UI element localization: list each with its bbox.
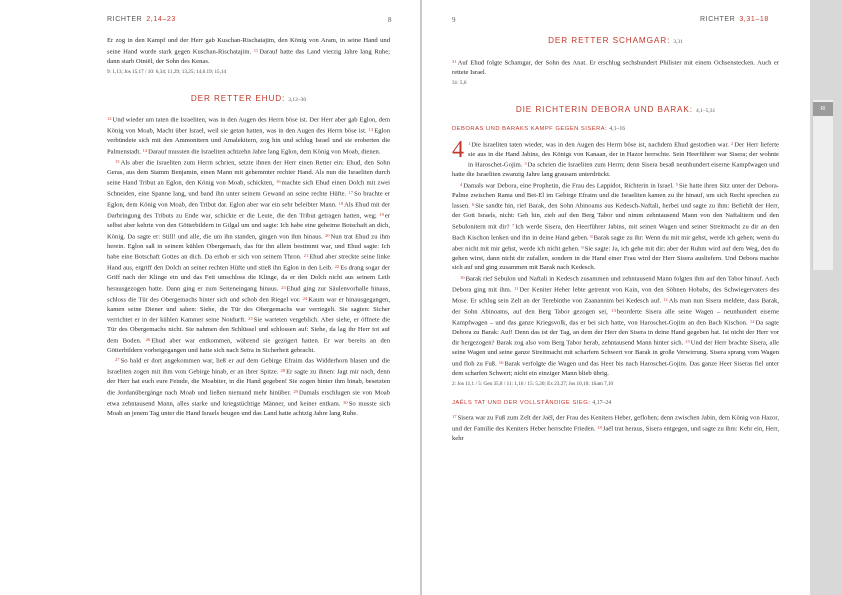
paragraph bbox=[107, 114, 390, 157]
verse-number: 12 bbox=[663, 296, 668, 302]
running-head-ref: 3,31–18 bbox=[739, 16, 769, 23]
heading-text: DER RETTER SCHAMGAR: bbox=[548, 36, 671, 45]
paragraph bbox=[107, 157, 390, 356]
verse-number: 19 bbox=[379, 212, 384, 217]
paragraph bbox=[107, 355, 390, 418]
verse-text: Sie sagte: Ja, ich gehe mit dir; aber der Ruhm wird auf dem Weg, den du gehen wirst, dann nicht dir zufallen, sondern in die Hand einer Frau wird der Herr Sisera ausliefern. Und Debora machte sich auf und ging zusammen mit Barak nach Kedesch. bbox=[452, 245, 779, 271]
verse-number: 7 bbox=[511, 222, 515, 228]
verse-text: Da sagte Debora zu Barak: Auf! Denn das ist der Tag, an dem der Herr den Sisera in deine Hand gegeben hat. Ist nicht der Herr vor dir hergezogen? Barak zog also vom Berg Tabor herab, zehntausend Mann hinter sich. bbox=[452, 319, 779, 347]
verse-text: Nun trat Ehud zu ihm herein. Eglon saß in seinem kühlen Obergemach, das für ihn allein bestimmt war, und Ehud sagte: Ich habe eine Botschaft Gottes an dich. Da erhob er sich von seinem Thron. bbox=[107, 233, 390, 261]
verse-text: Als man nun Sisera meldete, dass Barak, der Sohn Abinoams, auf den Berg Tabor gezogen sei, bbox=[452, 297, 779, 315]
verse-number: 28 bbox=[280, 368, 286, 373]
verse-number: 10 bbox=[460, 274, 465, 280]
verse-text: beorderte Sisera alle seine Wagen – neunhundert eiserne Kampfwagen – und das ganze Kriegsvolk, das er bei sich hatte, von Haroschet-Gojim an den Bach Kischon. bbox=[452, 308, 780, 326]
subheading-text: DEBORAS UND BARAKS KAMPF GEGEN SISERA: bbox=[452, 126, 608, 132]
verse-text: Barak rief Sebulon und Naftali in Kedesch zusammen und zehntausend Mann folgten ihm auf den Tabor hinauf. Auch Debora ging mit ihm. bbox=[452, 275, 779, 293]
verse-text: Und wieder um taten die Israeliten, was in den Augen des Herrn böse ist. Der Herr aber gab Eglon, dem König von Moab, Macht über Israel, weil sie getan hatten, was in den Augen des Herrn böse ist. bbox=[107, 116, 390, 135]
subheading-ref: 4,17–24 bbox=[592, 399, 612, 406]
verse-number: 25 bbox=[248, 316, 253, 321]
verse-text: Darauf hatte das Land vierzig Jahre lang Ruhe; dann starb Otniël, der Sohn des Kenas. bbox=[107, 48, 390, 65]
cross-references: 2: Jos 11,1 / 5: Gen 35,8 / 11: 1,16 / 15: 5,20; Ex 23,27; Jos 10,10; 1Sam 7,10 bbox=[452, 381, 614, 387]
verse-number: 13 bbox=[611, 307, 616, 313]
verse-text: Auf Ehud folgte Schamgar, der Sohn des Anat. Er erschlug sechshundert Philister mit einem Ochsenstecken. Auch er rettete Israel. bbox=[452, 59, 779, 76]
verse-text: Ehud aber war entkommen, während sie gezögert hatten. Er war bereits an den Götterbildern vorbeigegangen und hatte sich nach Seïra in Sicherheit gebracht. bbox=[107, 337, 391, 354]
subheading-ref: 4,1–16 bbox=[609, 126, 626, 132]
page-number-right: 9 bbox=[452, 16, 456, 24]
verse-number: 13 bbox=[368, 127, 374, 132]
left-text-column bbox=[107, 36, 390, 418]
verse-number: 14 bbox=[749, 318, 755, 324]
verse-number: 21 bbox=[303, 253, 309, 258]
verse-number: 8 bbox=[590, 233, 593, 239]
verse-number: 26 bbox=[145, 336, 151, 342]
verse-number: 23 bbox=[281, 284, 286, 290]
chapter-number: 4 bbox=[452, 136, 464, 163]
heading-ref: 3,31 bbox=[673, 39, 683, 45]
left-page bbox=[0, 0, 420, 595]
verse-text: Ich werde Sisera, den Heerführer Jabins, mit seinen Wagen und seiner Streitmacht zu dir an den Bach Kischon lenken und ihn in deine Hand geben. bbox=[452, 223, 779, 241]
subsection-heading bbox=[452, 125, 779, 135]
verse-text: Barak verfolgte die Wagen und das Heer bis nach Haroschet-Gojim. Das ganze Heer Siseras fiel unter dem scharfen Schwert; nicht ein einziger Mann blieb übrig. bbox=[452, 360, 780, 377]
verse-number: 11 bbox=[513, 285, 519, 291]
verse-number: 24 bbox=[302, 295, 308, 301]
verse-text: Er sagte zu ihnen: Jagt mir nach, denn der Herr hat euch eure Feinde, die Moabiter, in die Hand gegeben! Sie zogen hinter ihm hinab, besetzten die Jordanübergänge nach Moab und ließen niemand mehr hinüber. bbox=[107, 368, 390, 396]
paragraph bbox=[452, 412, 779, 444]
verse-number: 5 bbox=[675, 181, 679, 187]
verse-number: 20 bbox=[324, 232, 330, 238]
verse-number: 17 bbox=[452, 414, 457, 419]
section-heading bbox=[107, 94, 390, 106]
verse-text: Sie warteten vergeblich. Aber siehe, er öffnete die Tür des Obergemachs nicht. Sie nahmen den Schlüssel und schlossen auf: Siehe, da lag ihr Herr tot auf dem Boden. bbox=[107, 316, 391, 344]
paragraph bbox=[107, 36, 390, 66]
verse-text: Barak sagte zu ihr: Wenn du mit mir gehst, werde ich gehen; wenn du aber nicht mit mir gehst, werde ich nicht gehen. bbox=[452, 234, 779, 252]
verse-text: Ehud aber streckte seine linke Hand aus, ergriff den Dolch an seiner rechten Hüfte und stieß ihn Eglon in den Leib. bbox=[107, 253, 391, 272]
verse-text: machte sich Ehud einen Dolch mit zwei Schneiden, eine Spanne lang, und band ihn unter seinem Gewand an seine rechte Hüfte. bbox=[107, 179, 390, 198]
verse-text: Darauf mussten die Israeliten achtzehn Jahre lang Eglon, dem König von Moab, dienen. bbox=[148, 148, 381, 155]
book-index-tab-strip bbox=[812, 100, 833, 270]
right-text-column bbox=[452, 36, 779, 444]
running-head-title: RICHTER bbox=[700, 16, 736, 23]
paragraph bbox=[452, 180, 779, 273]
verse-number: 6 bbox=[471, 202, 475, 207]
verse-number: 27 bbox=[115, 357, 120, 362]
running-head-ref: 2,14–23 bbox=[146, 16, 176, 23]
subsection-heading bbox=[452, 399, 779, 409]
running-head-right bbox=[700, 16, 769, 23]
verse-number: 3 bbox=[524, 161, 527, 166]
verse-text: Da schrien die Israeliten zum Herrn; denn Sisera besaß neunhundert eiserne Kampfwagen und hatte die Israeliten zwanzig Jahre lang grausam unterdrückt. bbox=[452, 161, 780, 178]
verse-number: 31 bbox=[452, 58, 457, 64]
verse-text: So brachte er Eglon, dem König von Moab, den Tribut dar. Eglon aber war ein sehr beleibter Mann. bbox=[107, 190, 390, 209]
verse-text: So musste sich Moab an jenem Tag unter die Hand Israels beugen und das Land hatte achtzig Jahre lang Ruhe. bbox=[107, 400, 390, 417]
verse-number: 9 bbox=[581, 244, 584, 250]
verse-text: Ehud ging zur Säulenvorhalle hinaus, schloss die Tür des Obergemachs hinter sich und schob den Riegel vor. bbox=[107, 285, 390, 303]
verse-number: 12 bbox=[107, 116, 112, 121]
verse-number: 16 bbox=[276, 179, 281, 184]
verse-number: 15 bbox=[115, 158, 120, 164]
verse-text: Er zog in den Kampf und der Herr gab Kuschan-Rischatajim, den König von Aram, in seine Hand und seine Hand wurde stark gegen Kuschan-Rischatajim. bbox=[107, 37, 390, 55]
heading-ref: 4,1–5,31 bbox=[695, 107, 716, 114]
verse-number: 18 bbox=[597, 425, 602, 430]
verse-text: So bald er dort angekommen war, ließ er auf dem Gebirge Efraim das Widderhorn blasen und die Israeliten zogen mit ihm vom Gebirge hinab, er an ihrer Spitze. bbox=[107, 357, 390, 376]
verse-text: Der Keniter Heber lebte getrennt von Kain, von den Söhnen Hobabs, des Schwiegervaters des Mose. Er schlug sein Zelt an der Terebinthe von Zaanannim bei Kedesch auf. bbox=[452, 286, 779, 304]
verse-text: Sie sandte hin, rief Barak, den Sohn Abinoams aus Kedesch-Naftali, herbei und sagte zu ihm: Befiehlt der Herr, der Gott Israels, nicht: Geh hin, zieh auf den Berg Tabor und nimm zehntausend Mann von den Naftalitern und den Sebulonitern mit dir? bbox=[452, 202, 779, 230]
verse-number: 22 bbox=[334, 264, 340, 269]
verse-number: 2 bbox=[730, 140, 734, 146]
verse-text: Damals war Debora, eine Prophetin, die Frau des Lappidot, Richterin in Israel. bbox=[463, 182, 674, 189]
right-page bbox=[422, 0, 810, 595]
verse-text: er selbst aber kehrte von den Götterbildern in Gilgal um und sagte: Ich habe eine geheime Botschaft an dich, König. Da sagte er: Still! und alle, die um ihn standen, gingen von ihm hinaus. bbox=[107, 212, 390, 240]
verse-number: 15 bbox=[685, 339, 690, 344]
verse-text: Eglon verbündete sich mit den Ammonitern und Amalekitern, zog hin und schlug Israel und sie eroberten die Palmenstadt. bbox=[107, 127, 390, 155]
book-tab-richter[interactable]: RI bbox=[813, 102, 833, 116]
verse-number: 11 bbox=[253, 47, 259, 53]
paragraph bbox=[452, 57, 779, 78]
cross-references: 9: 1,13; Jos 15,17 / 10: 6,34; 11,29; 13,25; 14,6.19; 15,14 bbox=[107, 69, 227, 75]
verse-text: Jaël trat heraus, Sisera entgegen, und sagte zu ihm: Kehr ein, Herr, kehr bbox=[452, 425, 779, 442]
verse-number: 18 bbox=[338, 201, 344, 206]
heading-text: DER RETTER EHUD: bbox=[190, 93, 286, 103]
verse-number: 1 bbox=[468, 140, 471, 146]
verse-text: Die Israeliten taten wieder, was in den Augen des Herrn böse ist, nachdem Ehud gestorben war. bbox=[471, 141, 729, 148]
verse-number: 29 bbox=[293, 388, 298, 394]
page-number-left: 8 bbox=[388, 16, 392, 24]
verse-text: Der Herr lieferte sie aus in die Hand Jabins, des Königs von Kanaan, der in Hazor herrschte. Sein Heerführer war Sisera; der wohnte in Haroschet-Gojim. bbox=[468, 141, 779, 169]
verse-text: Es drang sogar der Griff nach der Klinge ein und das Fett umschloss die Klinge, da er den Dolch nicht aus seinem Leib herausgezogen hatte. Dann ging er zum Seiteneingang hinaus. bbox=[107, 264, 390, 292]
verse-text: Kaum war er hinausgegangen, kamen seine Diener und sahen: Siehe, die Tür des Obergemachs war verriegelt. Sie sagten: Sicher verrichtet er in der kühlen Kammer seine Notdurft. bbox=[107, 296, 390, 324]
verse-text: Als aber die Israeliten zum Herrn schrien, setzte ihnen der Herr einen Retter ein: Ehud, den Sohn Geras, aus dem Stamm Benjamin, einen Mann mit gehemmter rechter Hand. Als nun die Israeliten durch seine Hand Tribut an Eglon, den König von Moab, schickten, bbox=[107, 159, 390, 187]
verse-text: Und der Herr brachte Sisera, alle seine Wagen und seine ganze Streitmacht mit scharfem Schwert vor Barak in große Verwirrung. Sisera sprang vom Wagen und floh zu Fuß. bbox=[452, 339, 780, 367]
heading-text: DIE RICHTERIN DEBORA UND BARAK: bbox=[515, 104, 693, 114]
section-heading bbox=[452, 36, 779, 48]
verse-text: Sisera war zu Fuß zum Zelt der Jaël, der Frau des Keniters Heber, geflohen; denn zwischen Jabin, dem König von Hazor, und der Familie des Keniters Heber herrschte Frieden. bbox=[452, 414, 779, 433]
subheading-text: JAËLS TAT UND DER VOLLSTÄNDIGE SIEG: bbox=[452, 399, 591, 406]
verse-number: 30 bbox=[343, 399, 348, 405]
verse-number: 4 bbox=[460, 181, 463, 187]
section-heading bbox=[452, 105, 779, 117]
verse-number: 14 bbox=[142, 147, 148, 153]
verse-text: Als Ehud mit der Darbringung des Tributs zu Ende war, schickte er die Leute, die den Tribut getragen hatten, weg; bbox=[107, 201, 390, 220]
verse-text: Sie hatte ihren Sitz unter der Debora-Palme zwischen Rama und Bet-El im Gebirge Efraim und die Israeliten kamen zu ihr hinauf, um sich Recht sprechen zu lassen. bbox=[452, 182, 780, 210]
verse-text: Damals erschlugen sie von Moab etwa zehntausend Mann, alles starke und kriegstüchtige Männer, und keiner entkam. bbox=[107, 389, 390, 407]
verse-number: 17 bbox=[348, 190, 354, 195]
heading-ref: 3,12–30 bbox=[288, 96, 307, 103]
cross-references: 31: 5,6 bbox=[452, 80, 467, 86]
paragraph bbox=[452, 273, 779, 379]
verse-number: 16 bbox=[498, 359, 504, 365]
running-head-left bbox=[107, 16, 176, 23]
paragraph bbox=[452, 136, 780, 180]
running-head-title: RICHTER bbox=[107, 16, 143, 23]
